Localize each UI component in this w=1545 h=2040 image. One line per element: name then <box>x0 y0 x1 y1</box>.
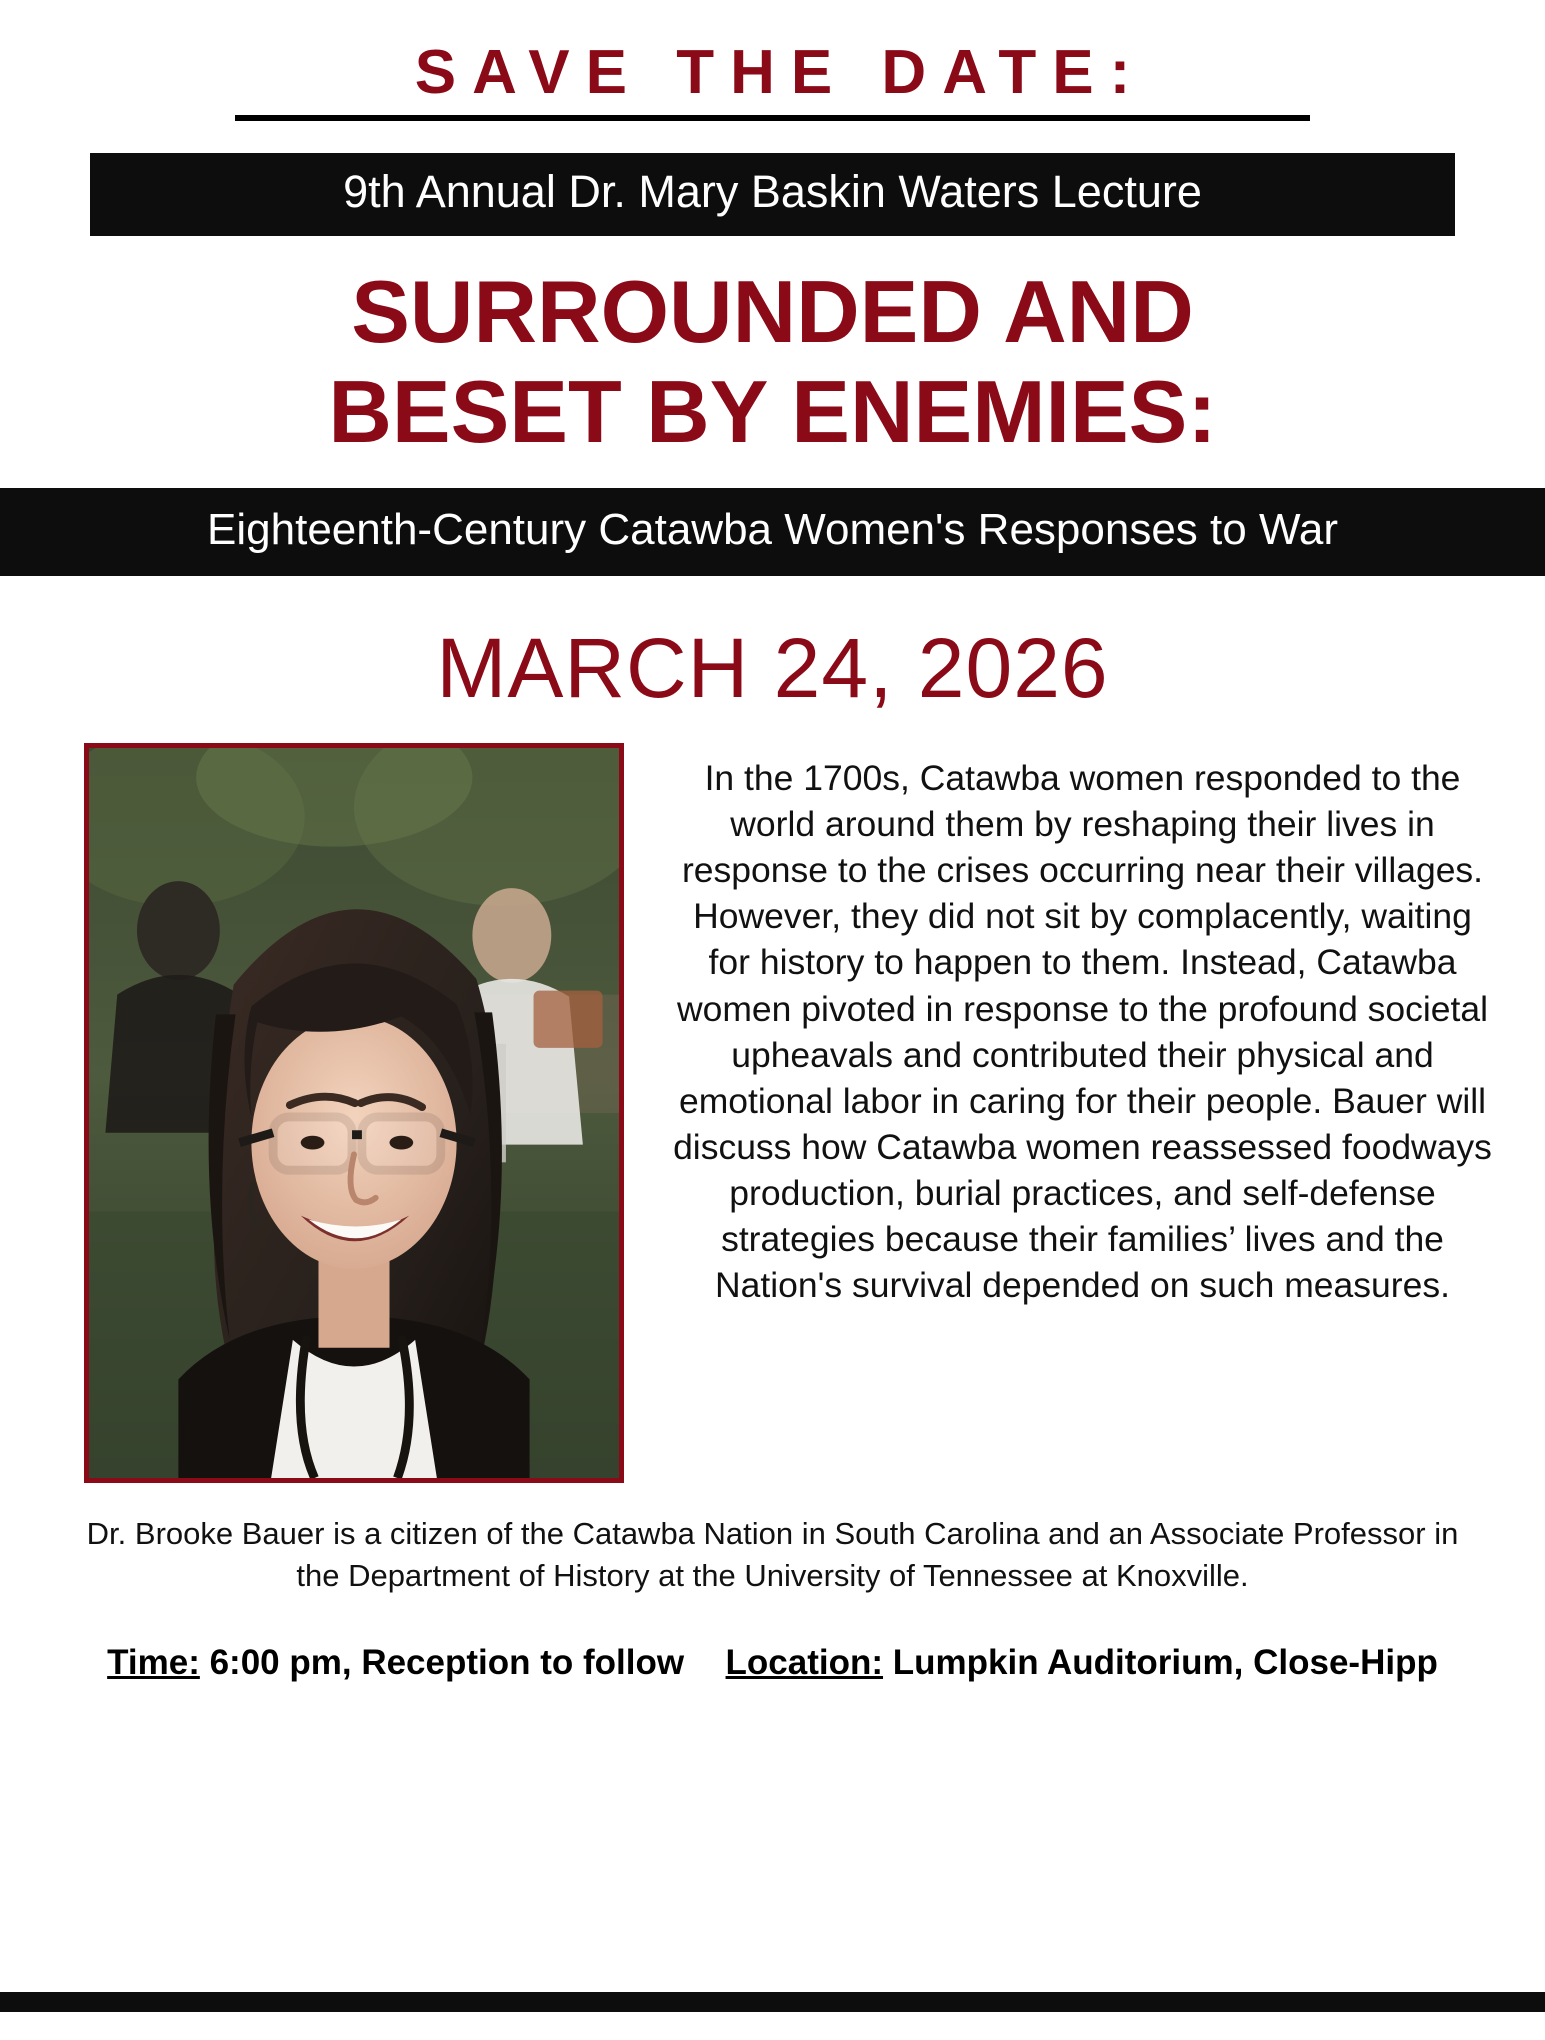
page-title <box>0 262 1545 463</box>
location-value: Lumpkin Auditorium, Close-Hipp <box>892 1642 1438 1682</box>
lecture-series-band: 9th Annual Dr. Mary Baskin Waters Lecture <box>90 153 1455 236</box>
speaker-portrait-photo <box>84 743 624 1483</box>
save-the-date-underline <box>235 115 1310 121</box>
content-row <box>0 743 1545 1483</box>
bottom-divider-bar <box>0 1992 1545 2012</box>
abstract-text: In the 1700s, Catawba women responded to the world around them by reshaping their lives in response to the crises occurring near their villages. However, they did not sit by complacently, waiting for history to happen to them. Instead, Catawba women pivoted in response to the profound societal upheavals and contributed their physical and emotional labor in caring for their people. Bauer will discuss how Catawba women reassessed foodways production, burial practices, and self-defense strategies because their families’ lives and the Nation's survival depended on such measures. <box>673 757 1492 1306</box>
subtitle-band: Eighteenth-Century Catawba Women's Responses to War <box>0 488 1545 575</box>
speaker-bio: Dr. Brooke Bauer is a citizen of the Catawba Nation in South Carolina and an Associate Professor in the Department of History at the University of Tennessee at Knoxville. <box>86 1515 1459 1593</box>
title-line-1: SURROUNDED AND <box>351 261 1194 361</box>
location-label: Location: <box>725 1642 884 1682</box>
time-and-location <box>0 1643 1545 1683</box>
title-line-2: BESET BY ENEMIES: <box>328 362 1217 462</box>
save-the-date-heading: SAVE THE DATE: <box>414 38 1147 107</box>
flyer-page <box>0 40 1545 2040</box>
time-label: Time: <box>107 1642 200 1682</box>
event-date: MARCH 24, 2026 <box>436 620 1109 715</box>
time-value: 6:00 pm, Reception to follow <box>209 1642 685 1682</box>
